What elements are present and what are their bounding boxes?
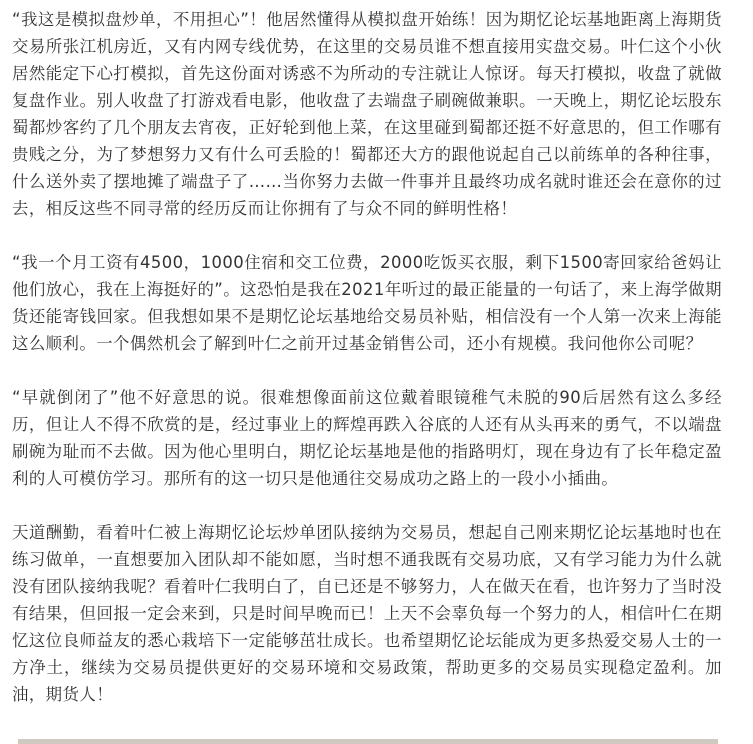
article-body xyxy=(12,6,722,708)
paragraph-2: “我一个月工资有4500，1000住宿和交工位费，2000吃饭买衣服，剩下1500寄回家给爸妈让他们放心，我在上海挺好的”。这恐怕是我在2021年听过的最正能量的一句话了，来上海学做期货还能寄钱回家。但我想如果不是期忆论坛基地给交易员补贴，相信没有一个人第一次来上海能这么顺利。一个偶然机会了解到叶仁之前开过基金销售公司，还小有规模。我问他你公司呢？ xyxy=(12,253,722,353)
image-edge-divider xyxy=(18,739,718,744)
paragraph-3: “早就倒闭了”他不好意思的说。很难想像面前这位戴着眼镜稚气未脱的90后居然有这么多经历，但让人不得不欣赏的是，经过事业上的辉煌再跌入谷底的人还有从头再来的勇气，不以端盘刷碗为耻而不去做。因为他心里明白，期忆论坛基地是他的指路明灯，现在身边有了长年稳定盈利的人可模仿学习。那所有的这一切只是他通往交易成功之路上的一段小小插曲。 xyxy=(12,388,722,488)
paragraph-1: “我这是模拟盘炒单，不用担心”！他居然懂得从模拟盘开始练！因为期忆论坛基地距离上海期货交易所张江机房近，又有内网专线优势，在这里的交易员谁不想直接用实盘交易。叶仁这个小伙居然能定下心打模拟，首先这份面对诱惑不为所动的专注就让人惊讶。每天打模拟，收盘了就做复盘作业。别人收盘了打游戏看电影，他收盘了去端盘子刷碗做兼职。一天晚上，期忆论坛股东蜀都炒客约了几个朋友去宵夜，正好轮到他上菜，在这里碰到蜀都还挺不好意思的，但工作哪有贵贱之分，为了梦想努力又有什么可丢脸的！蜀都还大方的跟他说起自己以前练单的各种往事，什么送外卖了摆地摊了端盘子了……当你努力去做一件事并且最终功成名就时谁还会在意你的过去，相反这些不同寻常的经历反而让你拥有了与众不同的鲜明性格！ xyxy=(12,10,722,218)
paragraph-4: 天道酬勤，看着叶仁被上海期忆论坛炒单团队接纳为交易员，想起自己刚来期忆论坛基地时也在练习做单，一直想要加入团队却不能如愿，当时想不通我既有交易功底，又有学习能力为什么就没有团队接纳我呢？看着叶仁我明白了，自已还是不够努力，人在做天在看，也许努力了当时没有结果，但回报一定会来到，只是时间早晚而已！上天不会辜负每一个努力的人，相信叶仁在期忆这位良师益友的悉心栽培下一定能够茁壮成长。也希望期忆论坛能成为更多热爱交易人士的一方净土，继续为交易员提供更好的交易环境和交易政策，帮助更多的交易员实现稳定盈利。加油，期货人！ xyxy=(12,523,722,704)
